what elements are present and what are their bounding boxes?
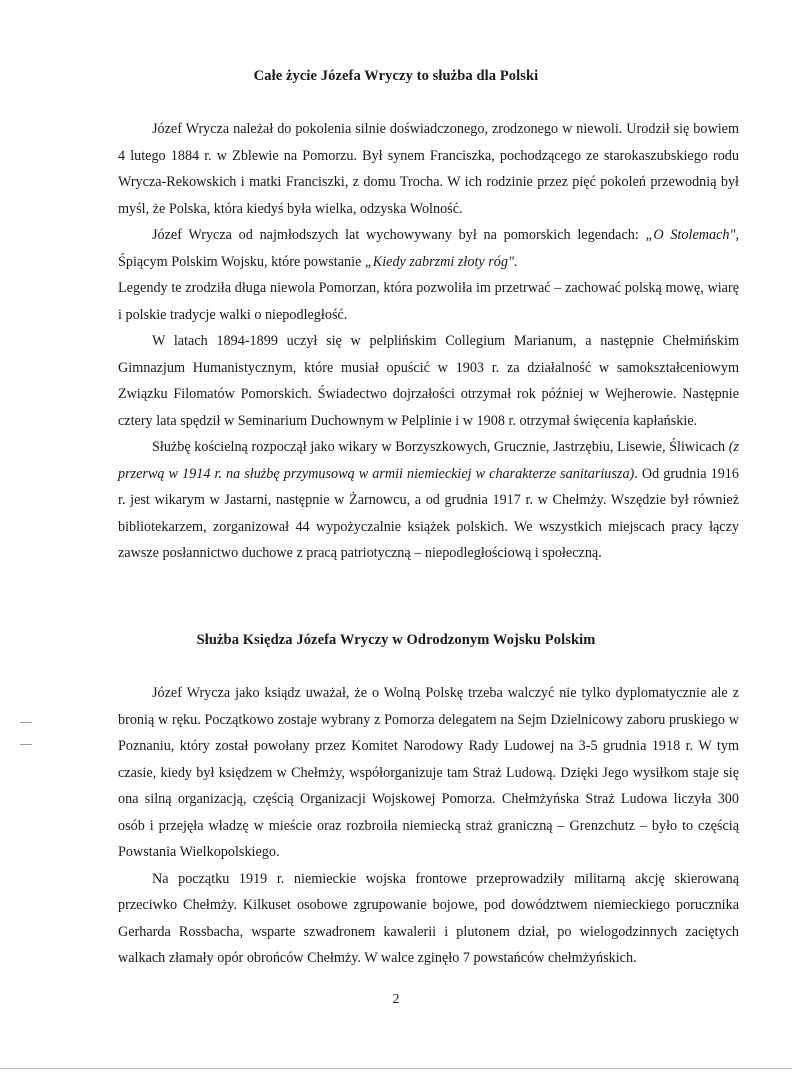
margin-scan-mark	[20, 744, 32, 745]
paragraph-education: W latach 1894-1899 uczył się w pelplińskim Collegium Marianum, a następnie Chełmińskim Gimnazjum Humanistycznym, które musiał opuścić w 1903 r. za działalność w samokształceniowym Związku Filomatów Pomorskich. Świadectwo dojrzałości otrzymał rok później w Wejherowie. Następnie cztery lata spędził w Seminarium Duchownym w Pelplinie i w 1908 r. otrzymał święcenia kapłańskie.	[118, 333, 739, 429]
bottom-edge-line	[0, 1068, 792, 1069]
paragraph-battle-chelmza: Na początku 1919 r. niemieckie wojska frontowe przeprowadziły militarną akcję skierowaną przeciwko Chełmży. Kilkuset osobowe zgrupowanie bojowe, pod dowództwem niemieckiego porucznika Gerharda Rossbacha, wsparte szwadronem kawalerii i plutonem dział, po wielogodzinnych zaciętych walkach złamały opór obrońców Chełmży. W walce zginęło 7 powstańców chełmżyńskich.	[118, 870, 739, 966]
section-body-life	[118, 116, 739, 567]
section-heading-life: Całe życie Józefa Wryczy to służba dla Polski	[253, 68, 539, 84]
paragraph-straz-ludowa: Józef Wrycza jako ksiądz uważał, że o Wolną Polskę trzeba walczyć nie tylko dyplomatycznie ale z bronią w ręku. Początkowo zostaje wybrany z Pomorza delegatem na Sejm Dzielnicowy zaboru pruskiego w Poznaniu, który został powołany przez Komitet Narodowy Rady Ludowej na 3-5 grudnia 1918 r. W tym czasie, kiedy był księdzem w Chełmży, współorganizuje tam Straż Ludową. Dzięki Jego wysiłkom staje się ona silną organizacją, częścią Organizacji Wojskowej Pomorza. Chełmżyńska Straż Ludowa liczyła 300 osób i przejęła władzę w mieście oraz rozbroiła niemiecką straż graniczną – Grenzchutz – było to częścią Powstania Wielkopolskiego.	[118, 685, 739, 860]
section-body-army	[118, 680, 739, 972]
paragraph-church-text-b: . Od grudnia 1916 r. jest wikarym w Jastarni, następnie w Żarnowcu, a od grudnia 1917 r. w Chełmży. Wszędzie był również bibliotekarzem, zorganizował 44 wypożyczalnie książek polskich. We wszystkich miejscach pracy łączy zawsze posłannictwo duchowe z pracą patriotyczną – niepodległościową i społeczną.	[118, 465, 739, 561]
paragraph-church-italic-note: (z przerwą w 1914 r. na służbę przymusową w armii niemieckiej w charakterze sanitariusza)	[118, 439, 739, 482]
legend-title-stolemach: „O Stolemach"	[645, 227, 736, 243]
paragraph-legends-text-c: .	[513, 253, 518, 270]
paragraph-legends-text-b: , Śpiącym Polskim Wojsku, które powstanie	[118, 227, 739, 270]
paragraph-church-service	[118, 434, 739, 567]
paragraph-legends-text-a: Józef Wrycza od najmłodszych lat wychowywany był na pomorskich legendach:	[152, 227, 646, 243]
section-heading-army: Służba Księdza Józefa Wryczy w Odrodzonym Wojsku Polskim	[196, 632, 596, 648]
paragraph-captivity: Legendy te zrodziła długa niewola Pomorzan, która pozwoliła im przetrwać – zachować polską mowę, wiarę i polskie tradycje walki o niepodległość.	[118, 280, 739, 323]
page-number: 2	[392, 992, 400, 1007]
legend-title-zloty-rog: „Kiedy zabrzmi złoty róg"	[364, 253, 514, 270]
paragraph-church-text-a: Służbę kościelną rozpoczął jako wikary w Borzyszkowych, Grucznie, Jastrzębiu, Lisewie, Śliwicach	[152, 439, 729, 455]
paragraph-birth: Józef Wrycza należał do pokolenia silnie doświadczonego, zrodzonego w niewoli. Urodził się bowiem 4 lutego 1884 r. w Zblewie na Pomorzu. Był synem Franciszka, pochodzącego ze starokaszubskiego rodu Wrycza-Rekowskich i matki Franciszki, z domu Trocha. W ich rodzinie przez pięć pokoleń przewodnią był myśl, że Polska, która kiedyś była wielka, odzyska Wolność.	[118, 121, 739, 217]
paragraph-legends	[118, 222, 739, 275]
margin-scan-mark	[20, 722, 32, 723]
